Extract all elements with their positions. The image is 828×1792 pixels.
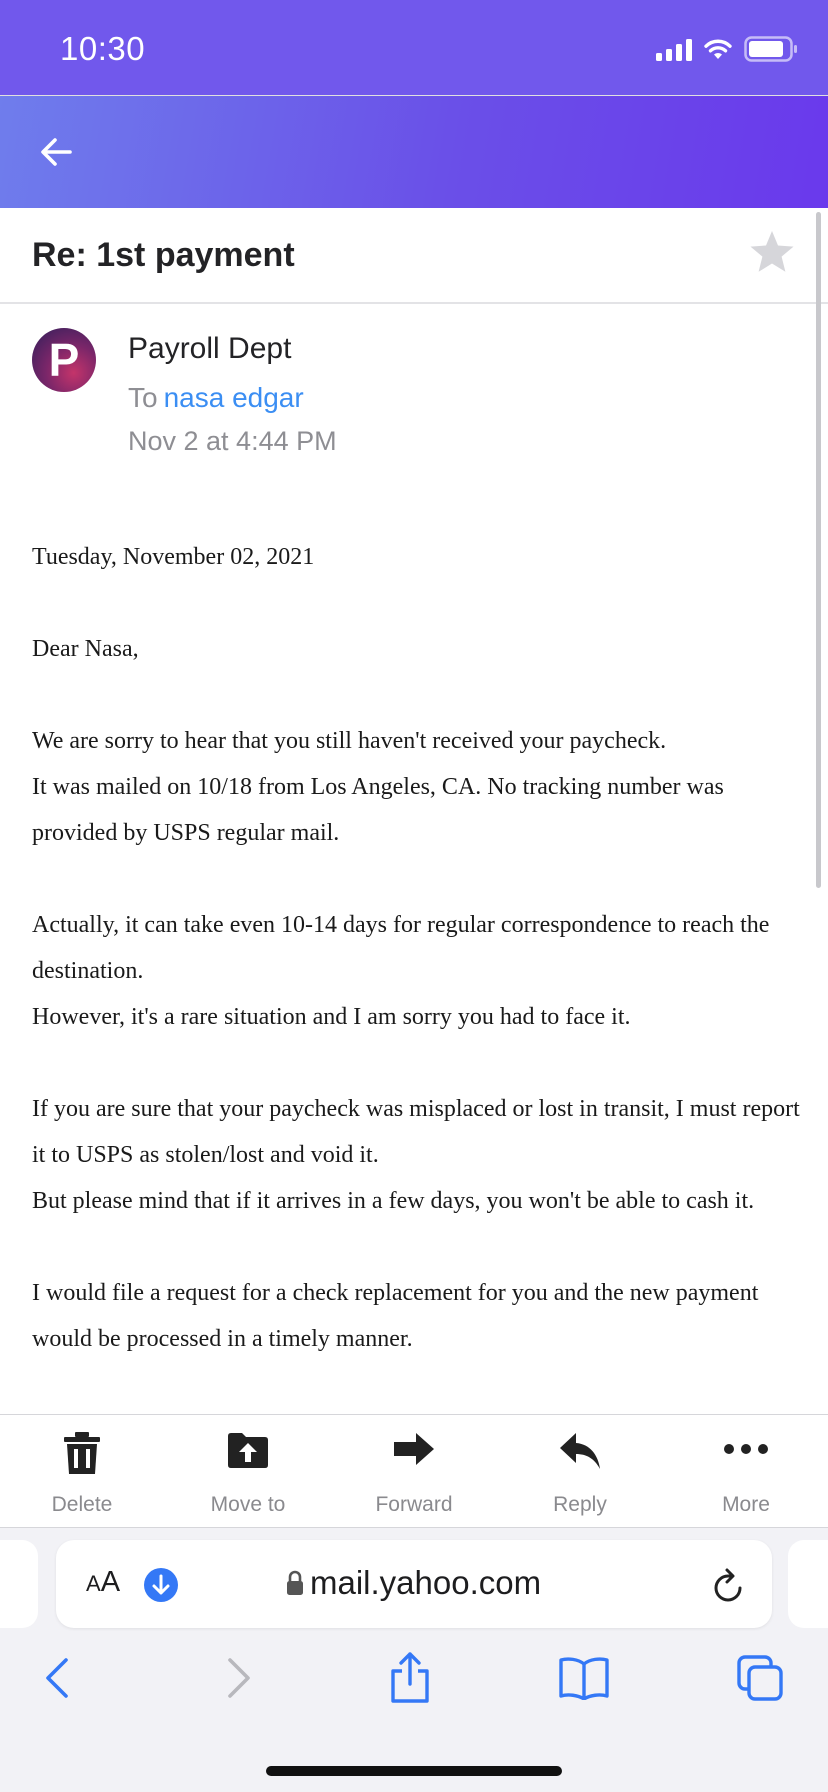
status-icons [656,34,798,64]
chevron-right-icon [220,1654,256,1702]
aa-small: A [86,1571,101,1596]
action-toolbar [0,1414,828,1528]
bookmarks-icon [558,1656,610,1700]
back-button[interactable] [36,132,76,172]
more-label: More [722,1493,770,1516]
forward-button[interactable] [344,1415,484,1527]
scrollbar[interactable] [816,212,821,888]
tabs-button[interactable] [736,1654,784,1707]
to-line [128,382,304,414]
reply-label: Reply [553,1493,607,1516]
body-line: We are sorry to hear that you still haven't received your paycheck. [32,728,667,754]
reply-button[interactable] [510,1415,650,1527]
avatar[interactable]: P [32,328,96,392]
move-folder-icon [227,1431,269,1469]
email-subject: Re: 1st payment [32,236,295,274]
cellular-signal-icon [656,37,692,61]
reader-aa-button[interactable] [86,1566,120,1599]
body-line: Actually, it can take even 10-14 days for regular correspondence to reach the destination. [32,912,770,984]
share-icon [388,1650,432,1704]
forward-arrow-icon [392,1431,436,1467]
body-line: It was mailed on 10/18 from Los Angeles, CA. No tracking number was provided by USPS regular mail. [32,774,724,846]
wifi-icon [702,37,734,61]
bookmarks-button[interactable] [558,1656,610,1705]
reply-arrow-icon [558,1431,602,1471]
browser-back-button[interactable] [40,1654,76,1707]
status-time: 10:30 [60,30,146,67]
delete-button[interactable] [12,1415,152,1527]
body-line: Tuesday, November 02, 2021 [32,544,315,570]
download-icon [144,1568,178,1602]
more-dots-icon [723,1443,769,1455]
tabs-icon [736,1654,784,1702]
email-body [32,534,802,1362]
lock-icon [286,1570,304,1596]
move-to-label: Move to [210,1493,286,1516]
share-button[interactable] [388,1650,432,1709]
subject-row [0,208,828,304]
star-icon [748,228,796,276]
move-to-button[interactable] [178,1415,318,1527]
reload-icon [710,1566,746,1604]
battery-icon [744,36,798,62]
chevron-left-icon [40,1654,76,1702]
next-tab-preview[interactable] [788,1540,828,1628]
status-bar [0,0,828,95]
star-button[interactable] [748,228,796,276]
received-date: Nov 2 at 4:44 PM [128,426,337,456]
previous-tab-preview[interactable] [0,1540,38,1628]
trash-icon [62,1431,102,1475]
sender-name[interactable]: Payroll Dept [128,332,292,365]
body-line: Dear Nasa, [32,636,139,662]
recipient-link[interactable]: nasa edgar [163,382,304,413]
back-arrow-icon [36,132,76,172]
reload-button[interactable] [710,1566,746,1609]
body-line: But please mind that if it arrives in a few days, you won't be able to cash it. [32,1188,755,1214]
body-line: If you are sure that your paycheck was misplaced or lost in transit, I must report it to USPS as stolen/lost and void it. [32,1096,800,1168]
body-line: I would file a request for a check replacement for you and the new payment would be processed in a timely manner. [32,1280,759,1352]
forward-label: Forward [375,1493,453,1516]
aa-large: A [100,1566,121,1598]
delete-label: Delete [51,1493,113,1516]
download-button[interactable] [144,1568,178,1602]
home-indicator[interactable] [266,1766,562,1776]
more-button[interactable] [676,1415,816,1527]
url-text[interactable]: mail.yahoo.com [310,1564,542,1601]
browser-forward-button[interactable] [220,1654,256,1707]
app-header [0,96,828,208]
to-label: To [128,382,158,413]
body-line: However, it's a rare situation and I am sorry you had to face it. [32,1004,631,1030]
